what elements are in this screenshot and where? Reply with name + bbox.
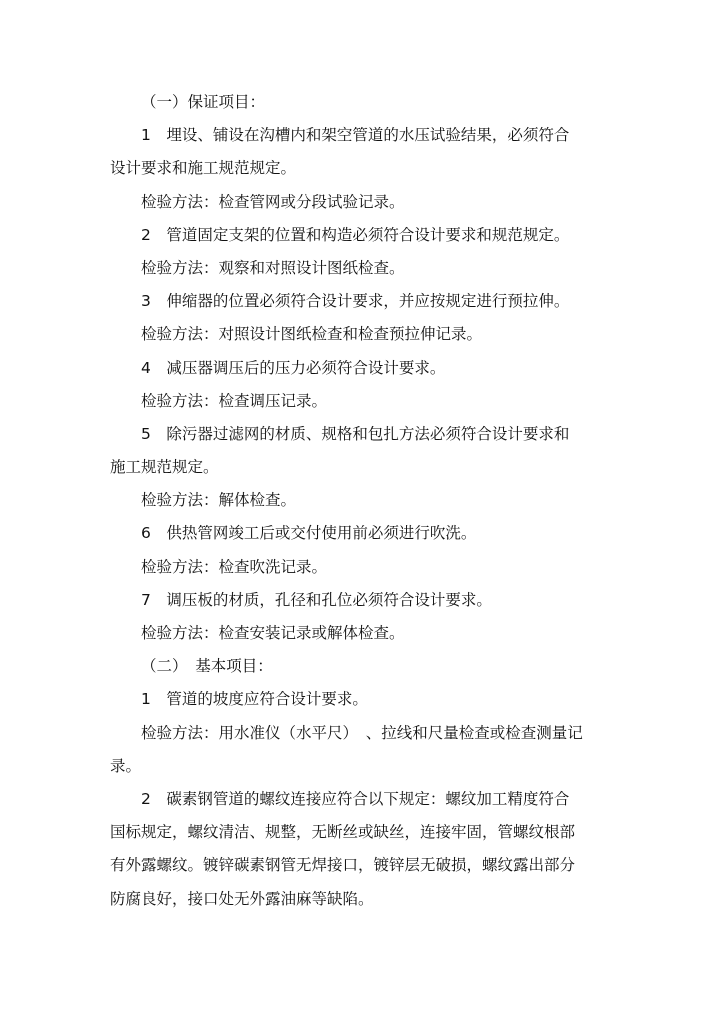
paragraph-line: 设计要求和施工规范规定。 xyxy=(110,159,297,178)
paragraph-line: 2 碳素钢管道的螺纹连接应符合以下规定：螺纹加工精度符合 xyxy=(141,789,570,808)
paragraph-line: 国标规定，螺纹清洁、规整，无断丝或缺丝，连接牢固，管螺纹根部 xyxy=(110,823,576,842)
paragraph-line: 1 管道的坡度应符合设计要求。 xyxy=(141,690,368,709)
inspection-method-line: 检验方法：检查安装记录或解体检查。 xyxy=(141,624,405,642)
inspection-method-line: 检验方法：检查管网或分段试验记录。 xyxy=(141,192,405,211)
paragraph-line: 防腐良好，接口处无外露油麻等缺陷。 xyxy=(110,889,374,908)
paragraph-line: 5 除污器过滤网的材质、规格和包扎方法必须符合设计要求和 xyxy=(141,424,570,443)
paragraph-line: 7 调压板的材质，孔径和孔位必须符合设计要求。 xyxy=(141,590,492,609)
section-heading-guarantee-items: （一）保证项目： xyxy=(141,93,266,111)
inspection-method-line: 检验方法：检查吹洗记录。 xyxy=(141,557,328,576)
paragraph-line: 4 减压器调压后的压力必须符合设计要求。 xyxy=(141,358,446,377)
paragraph-line: 录。 xyxy=(110,756,142,775)
paragraph-line: 6 供热管网竣工后或交付使用前必须进行吹洗。 xyxy=(141,524,477,543)
paragraph-line: 施工规范规定。 xyxy=(110,458,219,477)
inspection-method-line: 检验方法：用水准仪（水平尺） 、拉线和尺量检查或检查测量记 xyxy=(141,723,583,742)
paragraph-line: 3 伸缩器的位置必须符合设计要求，并应按规定进行预拉伸。 xyxy=(141,292,570,311)
paragraph-line: 有外露螺纹。镀锌碳素钢管无焊接口，镀锌层无破损，螺纹露出部分 xyxy=(110,856,576,875)
document-body xyxy=(110,86,590,916)
inspection-method-line: 检验方法：对照设计图纸检查和检查预拉伸记录。 xyxy=(141,325,483,344)
section-heading-basic-items: （二） 基本项目： xyxy=(141,657,273,676)
paragraph-line: 1 埋设、铺设在沟槽内和架空管道的水压试验结果，必须符合 xyxy=(141,126,570,145)
paragraph-line: 2 管道固定支架的位置和构造必须符合设计要求和规范规定。 xyxy=(141,225,570,244)
inspection-method-line: 检验方法：观察和对照设计图纸检查。 xyxy=(141,258,405,277)
inspection-method-line: 检验方法：检查调压记录。 xyxy=(141,391,328,410)
inspection-method-line: 检验方法：解体检查。 xyxy=(141,491,297,510)
